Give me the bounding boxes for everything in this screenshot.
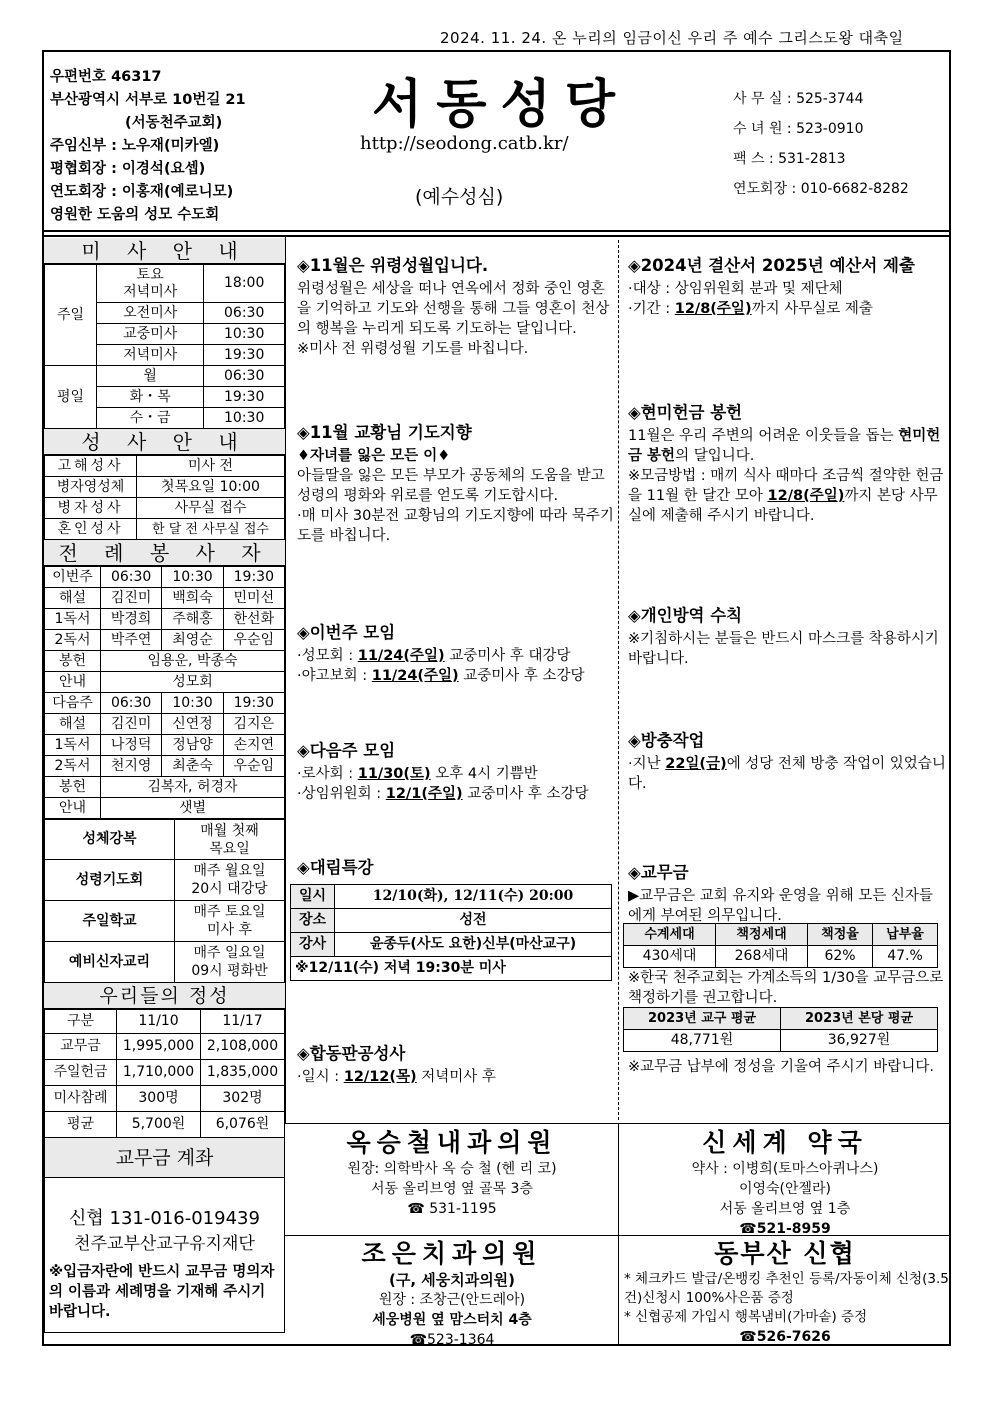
ad-title: 조은치과의원 [361,1239,543,1268]
confession-date: 12/12(목) [343,1069,417,1085]
rice-text: 의 달입니다. [675,448,755,464]
sacrament-table [44,455,285,540]
council-president: 평협회장 : 이경석(요셉) [50,161,206,177]
dues-note: ※교무금 납부에 정성을 기울여 주시기 바랍니다. [628,1059,934,1075]
meeting-place: 교중미사 후 소강당 [462,786,589,802]
meeting-line [297,666,615,686]
ad-title: 신세계 약국 [702,1128,868,1157]
schedule-time: 매주 토요일 미사 후 [175,901,285,942]
notice-body: 위령성월은 세상을 떠나 연옥에서 정화 중인 영혼을 기억하고 기도와 선행을 통해 그들 영혼이 천상의 행복을 누리게 되도록 기도하는 달입니다. [297,281,610,337]
server-cell: 김지은 [223,714,284,735]
pest-text: ·지난 [628,756,666,772]
account-note: ※입금자란에 반드시 교무금 명의자의 이름과 세례명을 기재해 주시기 바랍니다. [49,1264,275,1320]
account-number: 신협 131-016-019439 [69,1208,260,1229]
server-cell: 박경희 [101,609,162,630]
server-cell: 06:30 [101,567,162,588]
offering-header: 11/10 [117,1010,201,1034]
offering-value: 302명 [201,1086,285,1112]
rice-text: 11월은 우리 주변의 어려운 이웃들을 돕는 [628,428,899,444]
account-section [44,1138,285,1333]
offering-value: 6,076원 [201,1112,285,1138]
meeting-group: ·야고보회 : [297,668,372,684]
mass-day: 화・목 [97,387,204,408]
funeral-phone: 연도회장 : 010-6682-8282 [733,181,909,197]
advent-label: 일시 [291,885,335,909]
notice-title: ◈11월 교황님 기도지향 [297,423,472,442]
server-cell: 손지연 [223,735,284,756]
server-row-label: 해설 [45,714,101,735]
notice-body [628,754,946,794]
server-cell: 박주연 [101,630,162,651]
notice-advent [297,857,615,881]
ad-line: (구, 세웅치과의원) [388,1271,516,1289]
server-cell: 민미선 [223,588,284,609]
ad-pharmacy [620,1127,950,1239]
dues-header: 수계세대 [624,924,716,946]
mass-name: 토요 저녁미사 [97,265,204,303]
notice-wl [297,255,615,359]
ad-clinic [287,1127,617,1219]
server-cell: 임용운, 박종숙 [101,651,285,672]
deadline-label: ·기간 : [628,301,675,317]
meeting-place: 교중미사 후 소강당 [458,668,585,684]
server-row-label: 2독서 [45,630,101,651]
ad-credit-union [620,1238,950,1347]
date-line: 2024. 11. 24. 온 누리의 임금이신 우리 주 예수 그리스도왕 대축일 [440,29,904,47]
notice-note: ·매 미사 30분전 교황님의 기도지향에 따라 묵주기도를 바칩니다. [297,508,614,544]
server-cell: 10:30 [162,567,223,588]
ads-vdivider [618,1123,619,1345]
mass-name: 저녁미사 [97,345,204,366]
mass-day: 월 [97,366,204,387]
server-cell: 한선화 [223,609,284,630]
meeting-date: 12/1(주일) [385,786,463,802]
church-name: 서동성당 [372,74,629,135]
offerings-section-title: 우리들의 정성 [44,983,285,1009]
advent-value: 12/10(화), 12/11(수) 20:00 [335,885,612,909]
notice-title: ◈이번주 모임 [297,623,396,642]
sacrament-name: 병자성사 [45,498,137,519]
notice-title: ◈개인방역 수칙 [628,606,743,625]
confession-time: 저녁미사 후 [416,1069,496,1085]
meeting-line [297,646,615,666]
account-holder: 천주교부산교구유지재단 [74,1234,255,1254]
meeting-group: ·상임위원회 : [297,786,386,802]
ad-line: 서동 올리브영 옆 1층 [719,1201,851,1217]
meeting-date: 11/30(토) [357,766,431,782]
notice-next-week [297,740,615,804]
offering-label: 주일헌금 [45,1060,117,1086]
mass-time: 19:30 [204,387,285,408]
deadline-text: 까지 사무실로 제출 [751,301,873,317]
dues-table [623,923,938,968]
notice-budget [628,255,946,319]
mass-time: 06:30 [204,303,285,324]
mass-name: 오전미사 [97,303,204,324]
notice-title: ◈다음주 모임 [297,741,396,760]
offering-value: 5,700원 [117,1112,201,1138]
ad-line: * 체크카드 발급/온뱅킹 추천인 등록/자동이체 신청(3.5건)신청시 100%사은품 증정 [624,1271,949,1306]
website-url[interactable]: http://seodong.catb.kr/ [360,133,569,154]
notice-subtitle: ♦자녀를 잃은 모든 이♦ [297,448,451,464]
column-divider [285,236,286,1124]
advent-value: 성전 [335,909,612,933]
weekday-label: 평일 [45,366,97,429]
offering-header: 11/17 [201,1010,285,1034]
pest-text: 에 성당 전체 방충 작업이 있었습니다. [628,756,946,792]
ad-line: * 신협공제 가입시 행복냄비(가마솥) 증정 [624,1309,868,1325]
advent-label: 장소 [291,909,335,933]
server-row-label: 1독서 [45,609,101,630]
server-cell: 최영순 [162,630,223,651]
notice-body: ※기침하시는 분들은 반드시 마스크를 착용하시기 바랍니다. [628,631,939,667]
header-divider-2 [42,235,951,237]
meeting-line [297,764,615,784]
offering-label: 평균 [45,1112,117,1138]
server-row-label: 안내 [45,798,101,819]
ad-line: 원장: 의학박사 옥 승 철 (헨 리 코) [347,1161,557,1177]
notice-rice [628,402,946,526]
notice-confession [297,1043,615,1087]
server-row-label: 봉헌 [45,777,101,798]
mass-day: 수・금 [97,408,204,429]
mass-time: 18:00 [204,265,285,303]
offering-header: 구분 [45,1010,117,1034]
server-cell: 정남양 [162,735,223,756]
server-cell: 백희숙 [162,588,223,609]
motto: (예수성심) [415,186,504,208]
offering-label: 미사참례 [45,1086,117,1112]
notice-body: 아들딸을 잃은 모든 부모가 공동체의 도움을 받고 성령의 평화와 위로를 얻도록 기도합시다. [297,468,605,504]
dues-average-table [623,1007,938,1052]
header-divider [42,230,951,232]
server-row-label: 해설 [45,588,101,609]
offering-label: 교무금 [45,1034,117,1060]
server-cell: 김진미 [101,588,162,609]
meeting-date: 11/24(주일) [371,668,459,684]
meeting-date: 11/24(주일) [357,648,445,664]
schedule-name: 주일학교 [45,901,175,942]
server-cell: 김복자, 허경자 [101,777,285,798]
server-cell: 우순임 [223,630,284,651]
notice-body: ▶교무금은 교회 유지와 운영을 위해 모든 신자들에게 부여된 의무입니다. [628,888,933,924]
servers-section-title: 전 례 봉 사 자 [44,540,285,566]
schedule-time: 매주 일요일 09시 평화반 [175,942,285,983]
rice-deadline: 12/8(주일) [767,488,845,504]
ad-phone: ☎521-8959 [739,1221,831,1237]
dues-header: 납부율 [873,924,938,946]
notice-title: ◈합동판공성사 [297,1044,406,1063]
servers-table [44,566,285,819]
sacrament-name: 혼인성사 [45,519,137,540]
schedule-name: 예비신자교리 [45,942,175,983]
server-cell: 김진미 [101,714,162,735]
office-phone: 사 무 실 : 525-3744 [733,91,864,107]
deadline-date: 12/8(주일) [674,301,752,317]
server-cell: 나정덕 [101,735,162,756]
notice-body: ·대상 : 상임위원회 분과 및 제단체 [628,281,843,297]
account-title: 교무금 계좌 [45,1138,284,1178]
notice-pest [628,730,946,794]
street-address: 부산광역시 서부로 10번길 21 [50,92,246,108]
meeting-group: ·성모회 : [297,648,358,664]
notice-title: ◈현미헌금 봉헌 [628,403,743,422]
server-cell: 19:30 [223,567,284,588]
church-legal-name: (서동천주교회) [125,115,223,131]
ad-line: 약사 : 이병희(토마스아퀴나스) [691,1161,879,1177]
address-block [50,66,246,227]
ad-phone: ☎ 531-1195 [407,1201,497,1217]
ad-title: 동부산 신협 [714,1239,856,1268]
server-row-label: 1독서 [45,735,101,756]
server-cell: 성모회 [101,672,285,693]
sunday-label: 주일 [45,265,97,366]
ad-title: 옥승철내과의원 [346,1128,558,1157]
schedule-name: 성체강복 [45,820,175,860]
pastor: 주임신부 : 노우재(미카엘) [50,138,220,154]
ad-line: 원장 : 조창근(안드레아) [378,1292,526,1308]
mass-time: 10:30 [204,408,285,429]
notice-note: ※미사 전 위령성월 기도를 바칩니다. [297,341,529,357]
sacrament-info: 미사 전 [137,456,285,477]
server-cell: 샛별 [101,798,285,819]
left-column [44,238,285,1333]
offering-value: 1,710,000 [117,1060,201,1086]
notice-dues [628,862,946,926]
notice-this-week [297,622,615,686]
sacrament-info: 한 달 전 사무실 접수 [137,519,285,540]
mass-name: 교중미사 [97,324,204,345]
sacrament-section-title: 성 사 안 내 [44,429,285,455]
rice-emphasis: 현미헌금 봉헌 [628,428,941,464]
server-row-label: 안내 [45,672,101,693]
server-cell: 신연정 [162,714,223,735]
dues-value: 47.% [873,946,938,968]
dues-recommend: ※한국 천주교회는 가계소득의 1/30을 교무금으로 책정하기를 권고합니다. [628,970,944,1006]
notice-title: ◈2024년 결산서 2025년 예산서 제출 [628,256,915,275]
dues-value: 268세대 [716,946,808,968]
mass-table [44,264,285,429]
server-cell: 10:30 [162,693,223,714]
server-cell: 최춘숙 [162,756,223,777]
schedule-time: 매주 월요일 20시 대강당 [175,860,285,901]
meeting-place: 오후 4시 기쁨반 [430,766,538,782]
notice-title: ◈대림특강 [297,858,374,877]
dues-avg-value: 36,927원 [781,1030,938,1052]
phone-list [733,84,909,204]
notice-title: ◈11월은 위령성월입니다. [297,256,489,275]
offering-value: 300명 [117,1086,201,1112]
mass-time: 10:30 [204,324,285,345]
ad-phone: ☎526-7626 [739,1329,831,1345]
sacrament-info: 사무실 접수 [137,498,285,519]
dues-avg-header: 2023년 교구 평균 [624,1008,781,1030]
fax: 팩 스 : 531-2813 [733,151,846,167]
offering-value: 1,995,000 [117,1034,201,1060]
sacrament-name: 병자영성체 [45,477,137,498]
offerings-table [44,1009,285,1138]
offering-value: 2,108,000 [201,1034,285,1060]
mass-time: 06:30 [204,366,285,387]
convent-phone: 수 녀 원 : 523-0910 [733,121,864,137]
dues-header: 책정세대 [716,924,808,946]
schedule-table [44,819,285,983]
mass-time: 19:30 [204,345,285,366]
server-cell: 천지영 [101,756,162,777]
ad-line: 세웅병원 옆 맘스터치 4층 [372,1312,532,1328]
server-row-label: 봉헌 [45,651,101,672]
server-row-label: 이번주 [45,567,101,588]
server-row-label: 다음주 [45,693,101,714]
column-divider-dashed [618,240,619,1120]
religious-order: 영원한 도움의 성모 수도회 [50,207,220,223]
notice-body [628,299,946,319]
notice-title: ◈방충작업 [628,731,705,750]
ad-phone: ☎523-1364 [409,1332,495,1348]
postal-code: 우편번호 46317 [50,69,162,85]
funeral-president: 연도회장 : 이홍재(예로니모) [50,184,234,200]
advent-note: ※12/11(수) 저녁 19:30분 미사 [291,957,612,981]
server-cell: 06:30 [101,693,162,714]
rice-method: 까지 본당 사무실에 제출해 주시기 바랍니다. [628,488,938,524]
dues-value: 62% [808,946,873,968]
sacrament-name: 고해성사 [45,456,137,477]
mass-section-title: 미 사 안 내 [44,238,285,264]
server-cell: 주해홍 [162,609,223,630]
meeting-group: ·로사회 : [297,766,358,782]
confession-line [297,1067,615,1087]
dues-header: 책정율 [808,924,873,946]
dues-avg-header: 2023년 본당 평균 [781,1008,938,1030]
notice-note [628,466,946,526]
dues-avg-value: 48,771원 [624,1030,781,1052]
ad-dental [287,1238,617,1350]
notice-quarantine [628,605,946,669]
server-row-label: 2독서 [45,756,101,777]
notice-body [628,426,946,466]
server-cell: 우순임 [223,756,284,777]
schedule-name: 성령기도회 [45,860,175,901]
ad-line: 이영숙(안젤라) [738,1181,832,1197]
server-cell: 19:30 [223,693,284,714]
ad-line: 서동 올리브영 옆 골목 3층 [371,1181,533,1197]
sacrament-info: 첫목요일 10:00 [137,477,285,498]
schedule-time: 매월 첫째 목요일 [175,820,285,860]
meeting-line [297,784,615,804]
meeting-place: 교중미사 후 대강당 [444,648,571,664]
notice-title: ◈교무금 [628,863,689,882]
advent-value: 윤종두(사도 요한)신부(마산교구) [335,933,612,957]
confession-label: ·일시 : [297,1069,344,1085]
notice-pope [297,422,615,546]
pest-date: 22일(금) [665,756,727,772]
rice-method: ※모금방법 : 매끼 식사 때마다 조금씩 절약한 헌금을 11월 한 달간 모아 [628,468,944,504]
dues-value: 430세대 [624,946,716,968]
advent-label: 강사 [291,933,335,957]
offering-value: 1,835,000 [201,1060,285,1086]
advent-table [290,884,612,981]
